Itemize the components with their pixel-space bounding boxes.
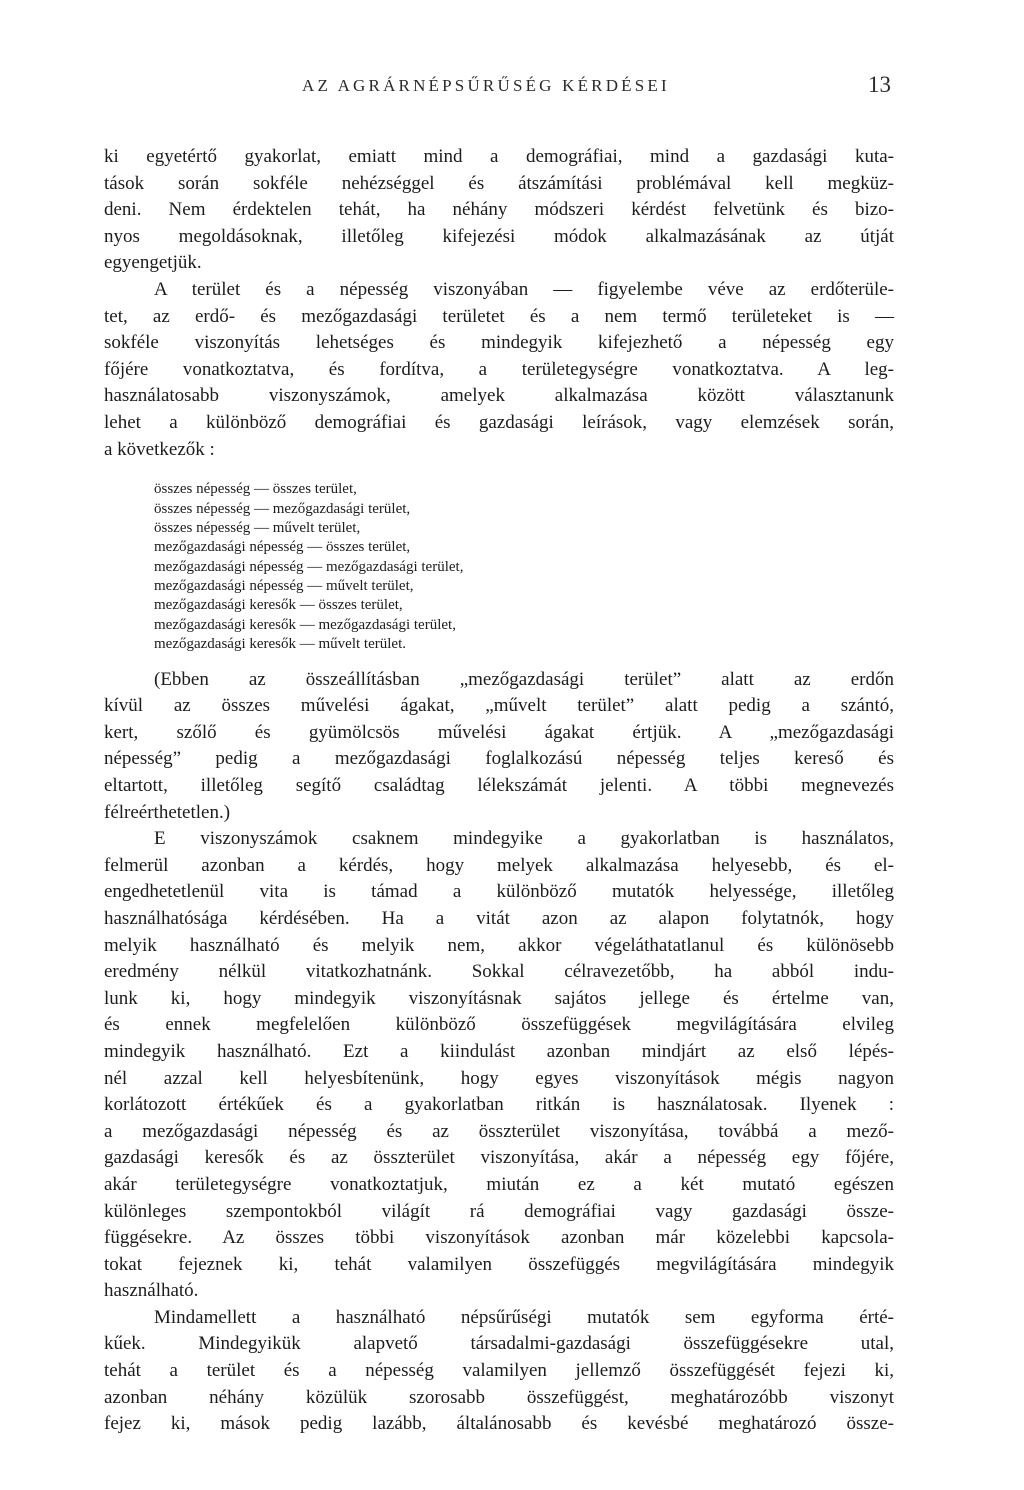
body-text — [104, 144, 894, 1438]
running-header — [0, 72, 1024, 106]
text-line: eredmény nélkül vitatkozhatnánk. Sokkal célravezetőbb, ha abból indu- — [104, 961, 894, 983]
text-line: korlátozott értékűek és a gyakorlatban ritkán is használatosak. Ilyenek : — [104, 1094, 894, 1116]
text-line: azonban néhány közülük szorosabb összefüggést, meghatározóbb viszonyt — [104, 1386, 894, 1408]
text-line: tások során sokféle nehézséggel és átszámítási problémával kell megküz- — [104, 172, 894, 194]
text-line: akár területegységre vonatkoztatjuk, miután ez a két mutató egészen — [104, 1173, 894, 1195]
text-line: ki egyetértő gyakorlat, emiatt mind a demográfiai, mind a gazdasági kuta- — [104, 146, 894, 167]
paragraph-2 — [104, 277, 894, 463]
text-line: különleges szempontokból világít rá demográfiai vagy gazdasági össze- — [104, 1200, 894, 1222]
text-line: kert, szőlő és gyümölcsös művelési ágakat értjük. A „mezőgazdasági — [104, 721, 894, 743]
text-line: félreérthetetlen.) — [104, 801, 231, 823]
text-line: melyik használható és melyik nem, akkor végeláthatatlanul és különösebb — [104, 934, 894, 956]
text-line: deni. Nem érdektelen tehát, ha néhány módszeri kérdést felvetünk és bizo- — [104, 199, 894, 221]
text-line: gazdasági keresők és az összterület viszonyítása, akár a népesség egy főjére, — [104, 1147, 894, 1169]
list-item: mezőgazdasági keresők — mezőgazdasági terület, — [154, 616, 456, 633]
text-line: tokat fejeznek ki, tehát valamilyen összefüggés megvilágítására mindegyik — [104, 1253, 894, 1275]
text-line: (Ebben az összeállításban „mezőgazdasági terület” alatt az erdőn — [154, 668, 894, 690]
text-line: a mezőgazdasági népesség és az összterület viszonyítása, továbbá a mező- — [104, 1120, 894, 1142]
list-item: mezőgazdasági népesség — művelt terület, — [154, 578, 414, 595]
text-line: népesség” pedig a mezőgazdasági foglalkozású népesség teljes kereső és — [104, 748, 894, 770]
text-line: tet, az erdő- és mezőgazdasági területet és a nem termő területeket is — — [104, 305, 894, 327]
text-line: használatosabb viszonyszámok, amelyek alkalmazása között választanunk — [104, 385, 894, 407]
text-line: felmerül azonban a kérdés, hogy melyek alkalmazása helyesebb, és el- — [104, 854, 894, 876]
text-line: Mindamellett a használható népsűrűségi mutatók sem egyforma érté- — [154, 1306, 894, 1328]
text-line: lunk ki, hogy mindegyik viszonyításnak sajátos jellege és értelme van, — [104, 987, 894, 1009]
text-line: használható. — [104, 1280, 199, 1302]
running-title: AZ AGRÁRNÉPSŰRŰSÉG KÉRDÉSEI — [302, 76, 670, 95]
text-line: nél azzal kell helyesbítenünk, hogy egyes viszonyítások mégis nagyon — [104, 1067, 894, 1089]
list-item: mezőgazdasági népesség — összes terület, — [154, 539, 411, 556]
text-line: egyengetjük. — [104, 252, 202, 274]
paragraph-1 — [104, 144, 894, 277]
list-item: mezőgazdasági keresők — művelt terület. — [154, 636, 406, 653]
text-line: lehet a különböző demográfiai és gazdasági leírások, vagy elemzések során, — [104, 411, 894, 433]
list-item: mezőgazdasági népesség — mezőgazdasági terület, — [154, 558, 464, 575]
text-line: főjére vonatkoztatva, és fordítva, a területegységre vonatkoztatva. A leg- — [104, 358, 894, 380]
text-line: eltartott, illetőleg segítő családtag lélekszámát jelenti. A többi megnevezés — [104, 775, 894, 797]
text-line: függésekre. Az összes többi viszonyítások azonban már közelebbi kapcsola- — [104, 1227, 894, 1249]
text-line: A terület és a népesség viszonyában — figyelembe véve az erdőterüle- — [154, 278, 894, 300]
text-line: tehát a terület és a népesség valamilyen jellemző összefüggését fejezi ki, — [104, 1360, 894, 1382]
ratio-list — [154, 480, 894, 655]
text-line: E viszonyszámok csaknem mindegyike a gyakorlatban is használatos, — [154, 828, 894, 850]
text-line: sokféle viszonyítás lehetséges és mindegyik kifejezhető a népesség egy — [104, 332, 894, 354]
paragraph-5 — [104, 1305, 894, 1438]
page-number: 13 — [868, 72, 891, 97]
list-item: mezőgazdasági keresők — összes terület, — [154, 597, 403, 614]
text-line: mindegyik használható. Ezt a kiindulást azonban mindjárt az első lépés- — [104, 1040, 894, 1062]
list-item: összes népesség — mezőgazdasági terület, — [154, 500, 411, 517]
text-line: fejez ki, mások pedig lazább, általánosabb és kevésbé meghatározó össze- — [104, 1413, 894, 1435]
text-line: nyos megoldásoknak, illetőleg kifejezési módok alkalmazásának az útját — [104, 225, 894, 247]
text-line: engedhetetlenül vita is támad a különböző mutatók helyessége, illetőleg — [104, 881, 894, 903]
text-line: és ennek megfelelően különböző összefüggések megvilágítására elvileg — [104, 1014, 894, 1036]
paragraph-4 — [104, 826, 894, 1305]
text-line: kívül az összes művelési ágakat, „művelt terület” alatt pedig a szántó, — [104, 695, 894, 717]
text-line: kűek. Mindegyikük alapvető társadalmi-gazdasági összefüggésekre utal, — [104, 1333, 894, 1355]
text-line: a következők : — [104, 438, 215, 460]
list-item: összes népesség — művelt terület, — [154, 519, 361, 536]
paragraph-3 — [104, 667, 894, 827]
list-item: összes népesség — összes terület, — [154, 481, 357, 498]
text-line: használhatósága kérdésében. Ha a vitát azon az alapon folytatnók, hogy — [104, 907, 894, 929]
